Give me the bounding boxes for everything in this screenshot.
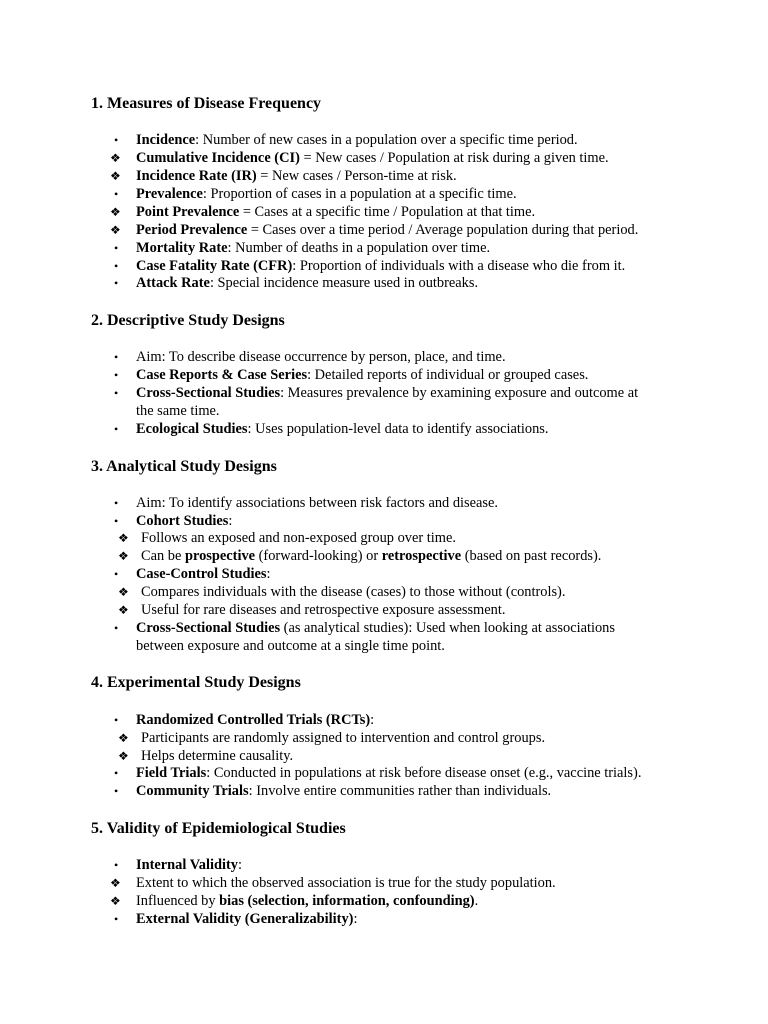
list-subitem: Helps determine causality.: [141, 748, 294, 764]
section-heading: 2. Descriptive Study Designs: [91, 312, 285, 329]
bullet-dot: •: [114, 912, 119, 926]
bullet-diamond: ❖: [110, 894, 121, 908]
list-item: Cumulative Incidence (CI) = New cases / Population at risk during a given time.: [136, 150, 609, 166]
bullet-diamond: ❖: [110, 169, 121, 183]
list-item: Point Prevalence = Cases at a specific time / Population at that time.: [136, 204, 536, 220]
list-subitem: Useful for rare diseases and retrospective exposure assessment.: [141, 602, 506, 618]
bullet-dot: •: [114, 350, 119, 364]
bullet-dot: •: [114, 496, 119, 510]
bullet-diamond: ❖: [110, 223, 121, 237]
list-item: Aim: To describe disease occurrence by person, place, and time.: [136, 349, 506, 365]
list-item: Extent to which the observed association is true for the study population.: [136, 875, 556, 891]
list-item: Case Fatality Rate (CFR): Proportion of individuals with a disease who die from it.: [136, 258, 626, 274]
section-heading: 1. Measures of Disease Frequency: [91, 95, 322, 112]
list-item-continuation: between exposure and outcome at a single time point.: [136, 638, 445, 654]
bullet-dot: •: [114, 187, 119, 201]
bullet-diamond: ❖: [110, 151, 121, 165]
list-item: Case Reports & Case Series: Detailed reports of individual or grouped cases.: [136, 367, 589, 383]
list-item: Randomized Controlled Trials (RCTs):: [136, 712, 375, 728]
bullet-dot: •: [114, 858, 119, 872]
list-item-continuation: the same time.: [136, 403, 220, 419]
bullet-diamond: ❖: [110, 876, 121, 890]
bullet-dot: •: [114, 133, 119, 147]
bullet-dot: •: [114, 241, 119, 255]
section-heading: 5. Validity of Epidemiological Studies: [91, 820, 346, 837]
list-item: External Validity (Generalizability):: [136, 911, 358, 927]
list-subitem: Compares individuals with the disease (cases) to those without (controls).: [141, 584, 566, 600]
list-item: Field Trials: Conducted in populations at risk before disease onset (e.g., vaccine trials).: [136, 765, 642, 781]
list-item: Aim: To identify associations between risk factors and disease.: [136, 495, 498, 511]
bullet-dot: •: [114, 276, 119, 290]
bullet-diamond: ❖: [118, 603, 129, 617]
bullet-dot: •: [114, 567, 119, 581]
bullet-dot: •: [114, 386, 119, 400]
section-heading: 3. Analytical Study Designs: [91, 458, 277, 475]
list-item: Attack Rate: Special incidence measure used in outbreaks.: [136, 275, 479, 291]
bullet-dot: •: [114, 259, 119, 273]
list-subitem: Can be prospective (forward-looking) or retrospective (based on past records).: [141, 548, 602, 564]
list-subitem: Follows an exposed and non-exposed group over time.: [141, 530, 456, 546]
list-item: Period Prevalence = Cases over a time period / Average population during that period.: [136, 222, 639, 238]
bullet-dot: •: [114, 621, 119, 635]
bullet-dot: •: [114, 766, 119, 780]
bullet-dot: •: [114, 368, 119, 382]
bullet-diamond: ❖: [118, 731, 129, 745]
list-item: Incidence: Number of new cases in a population over a specific time period.: [136, 132, 578, 148]
bullet-dot: •: [114, 784, 119, 798]
list-item: Community Trials: Involve entire communities rather than individuals.: [136, 783, 552, 799]
section-heading: 4. Experimental Study Designs: [91, 674, 301, 691]
bullet-dot: •: [114, 422, 119, 436]
bullet-diamond: ❖: [118, 531, 129, 545]
bullet-dot: •: [114, 514, 119, 528]
list-item: Incidence Rate (IR) = New cases / Person-time at risk.: [136, 168, 457, 184]
bullet-dot: •: [114, 713, 119, 727]
list-subitem: Participants are randomly assigned to intervention and control groups.: [141, 730, 546, 746]
list-item: Mortality Rate: Number of deaths in a population over time.: [136, 240, 491, 256]
list-item: Prevalence: Proportion of cases in a population at a specific time.: [136, 186, 517, 202]
list-item: Internal Validity:: [136, 857, 242, 873]
list-item: Cross-Sectional Studies (as analytical studies): Used when looking at associations: [136, 620, 615, 636]
bullet-diamond: ❖: [118, 585, 129, 599]
bullet-diamond: ❖: [110, 205, 121, 219]
list-item: Influenced by bias (selection, information, confounding).: [136, 893, 479, 909]
bullet-diamond: ❖: [118, 749, 129, 763]
list-item: Cohort Studies:: [136, 513, 233, 529]
list-item: Cross-Sectional Studies: Measures prevalence by examining exposure and outcome at: [136, 385, 639, 401]
bullet-diamond: ❖: [118, 549, 129, 563]
list-item: Ecological Studies: Uses population-level data to identify associations.: [136, 421, 549, 437]
list-item: Case-Control Studies:: [136, 566, 271, 582]
